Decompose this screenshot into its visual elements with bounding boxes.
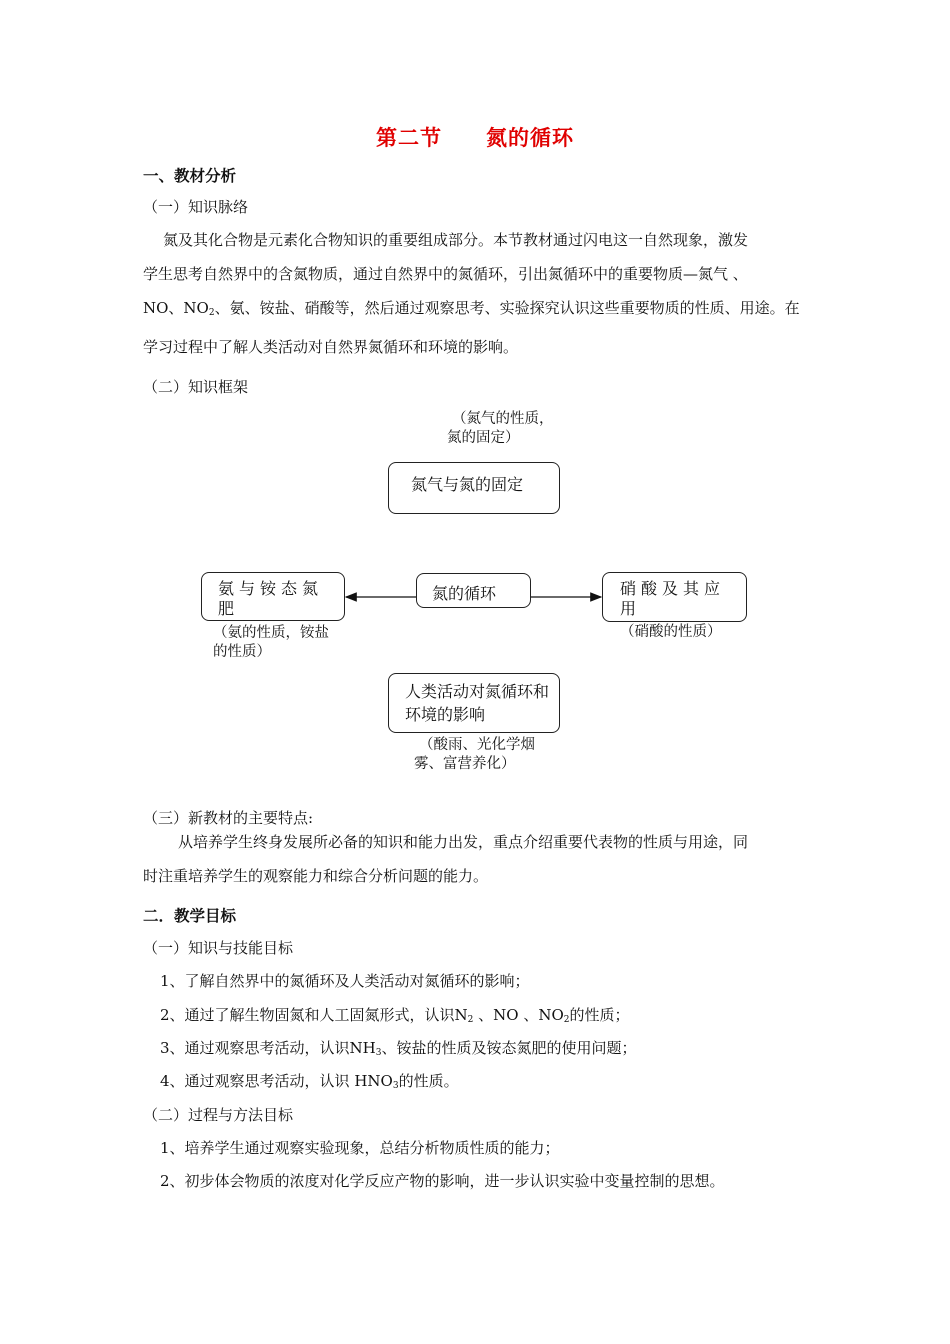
- paragraph-line: 时注重培养学生的观察能力和综合分析问题的能力。: [143, 867, 489, 885]
- subsection-heading-1-1: （一）知识脉络: [143, 198, 249, 216]
- title-topic: 氮的循环: [486, 125, 574, 150]
- box-ammonia-fertilizer: 氨与铵态氮肥: [201, 572, 345, 621]
- section-heading-1: 一、教材分析: [143, 166, 237, 185]
- section-heading-2: 二．教学目标: [143, 906, 237, 925]
- note-environmental-effects: （酸雨、光化学烟雾、富营养化）: [414, 737, 535, 772]
- subsection-heading-1-3: （三）新教材的主要特点:: [143, 809, 314, 827]
- box-nitrogen-fixation: 氮气与氮的固定: [388, 462, 560, 514]
- box-human-activity: 人类活动对氮循环和环境的影响: [388, 673, 560, 733]
- paragraph-line: 学习过程中了解人类活动对自然界氮循环和环境的影响。: [143, 338, 519, 356]
- note-ammonia-properties: （氨的性质，铵盐的性质）: [213, 625, 329, 660]
- box-nitrogen-cycle: 氮的循环: [416, 573, 531, 608]
- objective-item-1: 1、了解自然界中的氮循环及人类活动对氮循环的影响；: [160, 972, 530, 990]
- subsection-heading-2-1: （一）知识与技能目标: [143, 939, 294, 957]
- objective-item-4: 4、通过观察思考活动，认识 $HNO_3$的性质。: [160, 1072, 459, 1091]
- subsection-heading-1-2: （二）知识框架: [143, 378, 249, 396]
- process-objective-item-1: 1、培养学生通过观察实验现象，总结分析物质性质的能力；: [160, 1139, 560, 1157]
- objective-item-3: 3、通过观察思考活动，认识$NH_3$、铵盐的性质及铵态氮肥的使用问题；: [160, 1039, 637, 1058]
- paragraph-line: 氮及其化合物是元素化合物知识的重要组成部分。本节教材通过闪电这一自然现象，激发: [163, 231, 749, 249]
- note-nitric-acid-properties: （硝酸的性质）: [620, 624, 722, 640]
- paragraph-line: NO、$NO_2$、氨、铵盐、硝酸等，然后通过观察思考、实验探究认识这些重要物质的性质、用途。在: [143, 299, 800, 318]
- paragraph-features: [143, 825, 823, 893]
- paragraph-line: 学生思考自然界中的含氮物质，通过自然界中的氮循环，引出氮循环中的重要物质—氮气 、: [143, 265, 748, 283]
- paragraph-line: 从培养学生终身发展所必备的知识和能力出发，重点介绍重要代表物的性质与用途，同: [178, 833, 749, 851]
- box-nitric-acid: 硝酸及其应用: [602, 572, 747, 622]
- subsection-heading-2-2: （二）过程与方法目标: [143, 1106, 294, 1124]
- process-objective-item-2: 2、初步体会物质的浓度对化学反应产物的影响，进一步认识实验中变量控制的思想。: [160, 1172, 725, 1190]
- title-section-number: 第二节: [376, 125, 442, 150]
- objective-item-2: 2、通过了解生物固氮和人工固氮形式，认识$N_2$ 、NO 、$NO_2$的性质；: [160, 1006, 630, 1025]
- note-nitrogen-properties: （氮气的性质，氮的固定）: [447, 411, 554, 446]
